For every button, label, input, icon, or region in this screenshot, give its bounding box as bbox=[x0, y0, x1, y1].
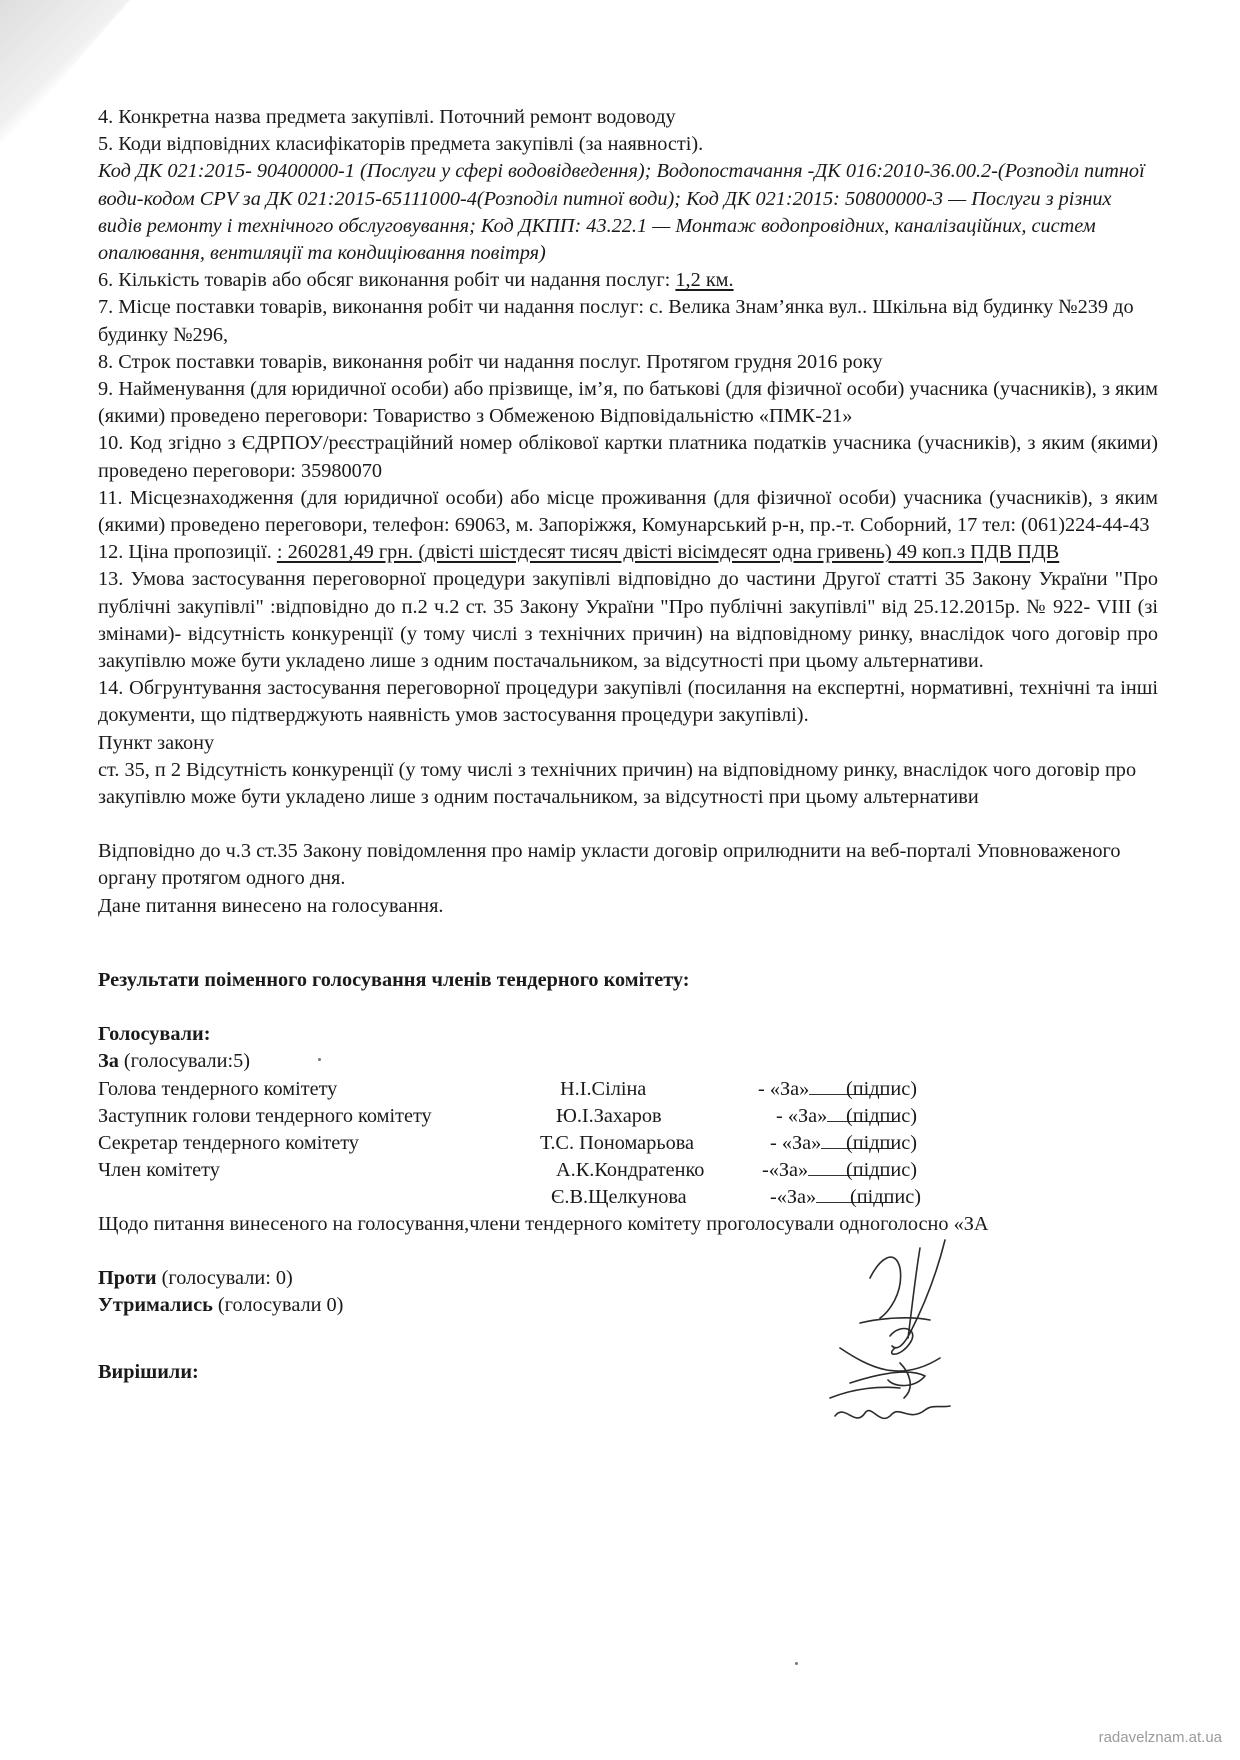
item-8-term: 8. Строк поставки товарів, виконання робіт чи надання послуг. Протягом грудня 2016 року bbox=[98, 350, 883, 373]
item-7-place: 7. Місце поставки товарів, виконання робіт чи надання послуг: с. Велика Знам’янка вул.. Шкільна від будинку №239 до будинку №296, bbox=[98, 296, 1134, 346]
signature-stroke bbox=[840, 1348, 940, 1371]
decided-label: Вирішили: bbox=[98, 1361, 199, 1384]
item-12-price bbox=[98, 539, 1158, 566]
law-point-label: Пункт закону bbox=[98, 731, 215, 754]
member-name: Н.І.Сіліна bbox=[560, 1077, 647, 1100]
member-role: Член комітету bbox=[98, 1158, 220, 1181]
vote-row bbox=[98, 1130, 1158, 1156]
item-4-subject: 4. Конкретна назва предмета закупівлі. Поточний ремонт водоводу bbox=[98, 106, 676, 128]
for-count-text: (голосували:5) bbox=[118, 1050, 251, 1073]
against-count-text: (голосували: 0) bbox=[156, 1266, 293, 1289]
item-6-value: 1,2 км. bbox=[675, 269, 734, 292]
watermark: radavelznam.at.ua bbox=[1098, 1729, 1222, 1746]
abstain-count-text: (голосували 0) bbox=[212, 1293, 344, 1316]
member-role: Заступник голови тендерного комітету bbox=[98, 1104, 432, 1127]
signature-label: (підпис) bbox=[846, 1131, 918, 1154]
vote-row bbox=[98, 1184, 1158, 1210]
scan-speck bbox=[318, 1058, 321, 1061]
spacer bbox=[98, 811, 1158, 838]
signature-label: (підпис) bbox=[846, 1104, 918, 1127]
signature-stroke bbox=[860, 1318, 930, 1323]
signature-label: (підпис) bbox=[846, 1077, 918, 1100]
member-name: Є.В.Щелкунова bbox=[551, 1185, 687, 1208]
vote-row bbox=[98, 1103, 1158, 1129]
for-label: За bbox=[98, 1050, 119, 1073]
vote-value: - «За» bbox=[770, 1131, 822, 1154]
for-count bbox=[98, 1048, 1158, 1075]
spacer bbox=[98, 994, 1158, 1021]
vote-value: -«За» bbox=[762, 1158, 809, 1181]
vote-value: - «За» bbox=[758, 1077, 810, 1100]
signature-stroke bbox=[850, 1372, 925, 1386]
spacer bbox=[98, 920, 1158, 947]
signature-stroke bbox=[870, 1257, 901, 1318]
vote-value: - «За» bbox=[776, 1104, 828, 1127]
item-5-classifier-codes: Код ДК 021:2015- 90400000-1 (Послуги у сфері водовідведення); Водопостачання -ДК 016:2010-36.00.2-(Розподіл питної води-кодом CPV за ДК 021:2015-65111000-4(Розподіл питної води); Код ДК 021:2015: 50800000-3 — Послуги з різних видів ремонту і технічного обслуговування; Код ДКПП: 43.22.1 — Монтаж водопровідних, каналізаційних, систем опалювання, вентиляції та кондиціювання повітря) bbox=[98, 160, 1145, 265]
publication-notice: Відповідно до ч.3 ст.35 Закону повідомлення про намір укласти договір оприлюднити на веб-порталі Уповноваженого органу протягом одного дня. bbox=[98, 840, 1121, 890]
item-12-label: 12. Ціна пропозиції. bbox=[98, 541, 277, 564]
handwritten-signatures bbox=[800, 1238, 1020, 1448]
signature-label: (підпис) bbox=[850, 1185, 922, 1208]
item-10-edrpou: 10. Код згідно з ЄДРПОУ/реєстраційний номер облікової картки платника податків учасника (учасників), з яким (якими) проведено переговори: 35980070 bbox=[98, 432, 1158, 482]
abstain-label: Утримались bbox=[98, 1293, 213, 1316]
vote-row bbox=[98, 1157, 1158, 1183]
member-name: Ю.І.Захаров bbox=[556, 1104, 662, 1127]
scan-speck bbox=[795, 1662, 798, 1665]
signature-label: (підпис) bbox=[846, 1158, 918, 1181]
signature-stroke bbox=[900, 1363, 910, 1398]
item-5-classifiers: 5. Коди відповідних класифікаторів предмета закупівлі (за наявності). bbox=[98, 133, 704, 156]
against-label: Проти bbox=[98, 1266, 157, 1289]
item-14-justification: 14. Обгрунтування застосування переговорної процедури закупівлі (посилання на експертні, нормативні, технічні та інші документи, що підтверджують наявність умов застосування процедури закупівлі). bbox=[98, 677, 1158, 727]
item-9-participant: 9. Найменування (для юридичної особи) або прізвище, ім’я, по батькові (для фізичної особи) учасника (учасників), з яким (якими) проведено переговори: Товариство з Обмеженою Відповідальністю «ПМК-21» bbox=[98, 378, 1158, 428]
vote-summary: Щодо питання винесеного на голосування,члени тендерного комітету проголосували одноголосно «ЗА bbox=[98, 1212, 989, 1235]
member-role: Голова тендерного комітету bbox=[98, 1077, 338, 1100]
vote-call: Дане питання винесено на голосування. bbox=[98, 894, 444, 917]
signature-stroke bbox=[830, 1387, 900, 1398]
vote-value: -«За» bbox=[770, 1185, 817, 1208]
voted-label: Голосували: bbox=[98, 1023, 211, 1046]
member-role: Секретар тендерного комітету bbox=[98, 1131, 359, 1154]
item-11-location: 11. Місцезнаходження (для юридичної особи) або місце проживання (для фізичної особи) учасника (учасників), з яким (якими) проведено переговори, телефон: 69063, м. Запоріжжя, Комунарський р-н, пр.-т. Соборний, 17 тел: (061)224-44-43 bbox=[98, 486, 1158, 537]
item-6-label: 6. Кількість товарів або обсяг виконання робіт чи надання послуг: bbox=[98, 269, 676, 292]
signature-stroke bbox=[835, 1406, 950, 1418]
document-body bbox=[98, 104, 1158, 1386]
vote-table bbox=[98, 1076, 1158, 1211]
member-name: А.К.Кондратенко bbox=[556, 1158, 705, 1181]
item-6-quantity bbox=[98, 267, 1158, 294]
item-12-value: : 260281,49 грн. (двісті шістдесят тисяч двісті вісімдесят одна гривень) 49 коп.з ПДВ ПДВ bbox=[276, 541, 1060, 564]
law-article-text: ст. 35, п 2 Відсутність конкуренції (у тому числі з технічних причин) на відповідному ринку, внаслідок чого договір про закупівлю може бути укладено лише з одним постачальником, за відсутності при цьому альтернативи bbox=[98, 758, 1137, 809]
item-13-condition: 13. Умова застосування переговорної процедури закупівлі відповідно до частини Другої статті 35 Закону України "Про публічні закупівлі" :відповідно до п.2 ч.2 ст. 35 Закону України "Про публічні закупівлі" від 25.12.2015р. № 922- VIII (зі змінами)- відсутність конкуренції (у тому числі з технічних причин) на відповідному ринку, внаслідок чого договір про закупівлю може бути укладено лише з одним постачальником, за відсутності при цьому альтернативи. bbox=[98, 568, 1158, 673]
member-name: Т.С. Пономарьова bbox=[540, 1131, 695, 1154]
vote-row bbox=[98, 1076, 1158, 1102]
results-title: Результати поіменного голосування членів тендерного комітету: bbox=[98, 968, 690, 991]
